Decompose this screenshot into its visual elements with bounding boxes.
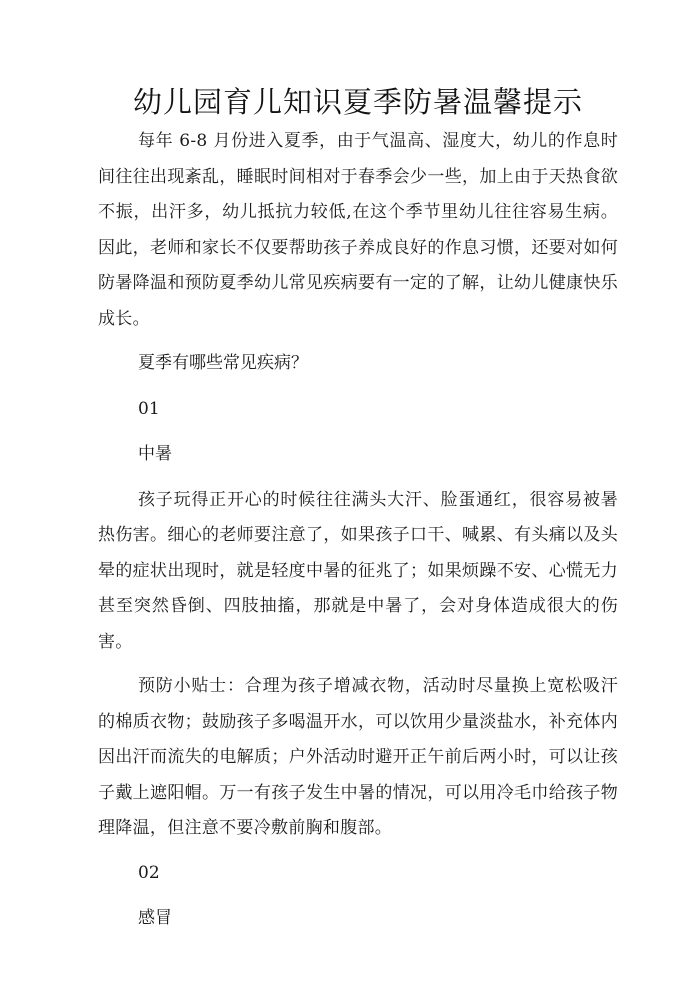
document-body (98, 124, 618, 947)
section-1-number: 01 (138, 398, 160, 419)
question-heading: 夏季有哪些常见疾病？ (138, 353, 308, 373)
intro-paragraph: 每年 6-8 月份进入夏季，由于气温高、湿度大，幼儿的作息时间往往出现紊乱，睡眠时间相对于春季会少一些，加上由于天热食欲不振，出汗多，幼儿抵抗力较低,在这个季节里幼儿往往容易生病。因此，老师和家长不仅要帮助孩子养成良好的作息习惯，还要对如何防暑降温和预防夏季幼儿常见疾病要有一定的了解，让幼儿健康快乐成长。 (98, 131, 618, 329)
section-1-description: 孩子玩得正开心的时候往往满头大汗、脸蛋通红，很容易被暑热伤害。细心的老师要注意了，如果孩子口干、喊累、有头痛以及头晕的症状出现时，就是轻度中暑的征兆了；如果烦躁不安、心慌无力甚至突然昏倒、四肢抽搐，那就是中暑了，会对身体造成很大的伤害。 (98, 489, 618, 652)
section-2-heading: 感冒 (138, 908, 172, 928)
section-1-heading: 中暑 (138, 444, 172, 464)
section-1-tips: 预防小贴士：合理为孩子增减衣物，活动时尽量换上宽松吸汗的棉质衣物；鼓励孩子多喝温开水，可以饮用少量淡盐水，补充体内因出汗而流失的电解质；户外活动时避开正午前后两小时，可以让孩子戴上遮阳帽。万一有孩子发生中暑的情况，可以用冷毛巾给孩子物理降温，但注意不要冷敷前胸和腹部。 (98, 676, 618, 838)
section-2-number: 02 (138, 862, 160, 883)
document-title: 幼儿园育儿知识夏季防暑温馨提示 (132, 85, 583, 119)
